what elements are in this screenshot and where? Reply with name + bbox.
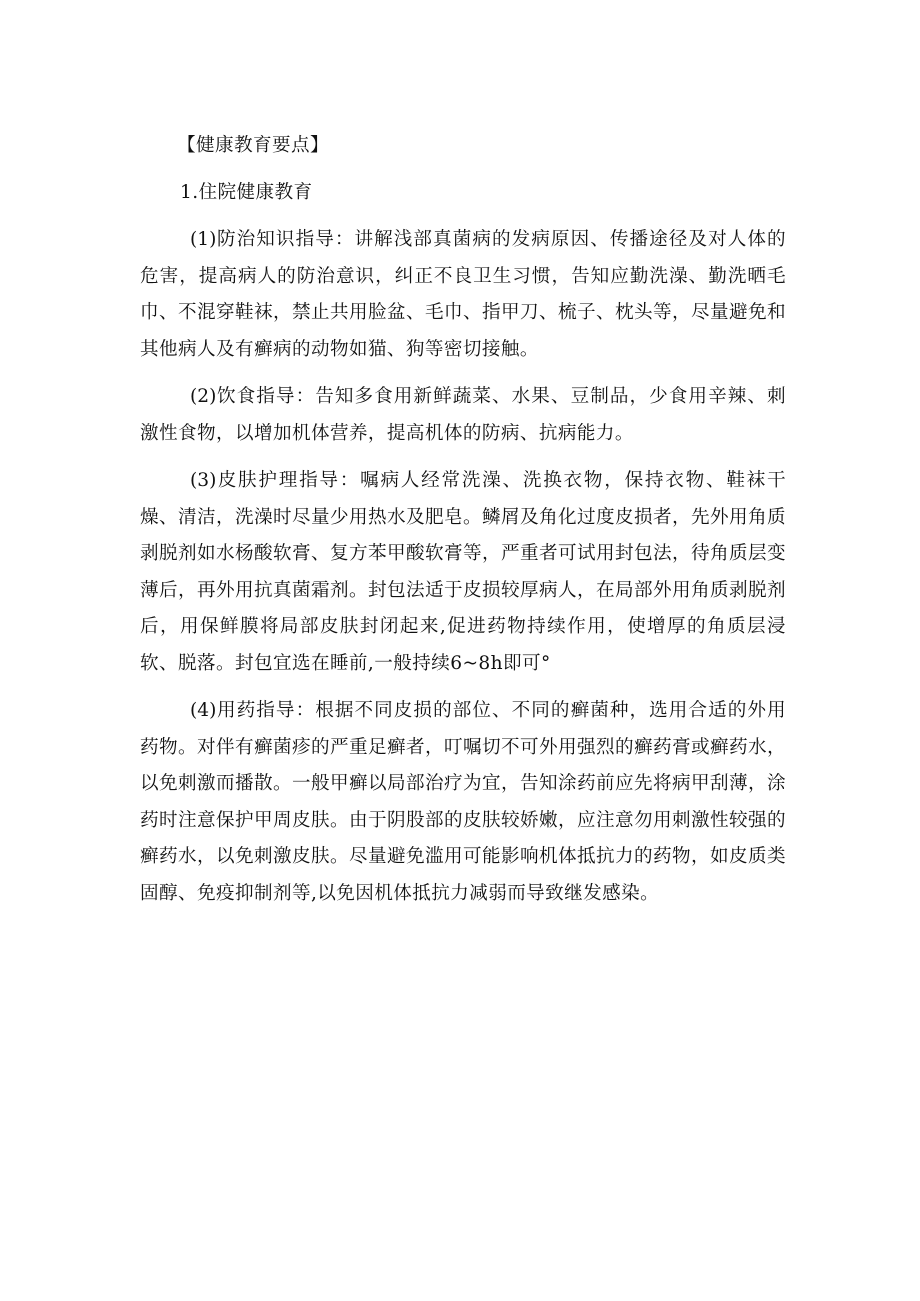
paragraph-number: (2) bbox=[190, 386, 217, 407]
paragraph-text: 皮肤护理指导：嘱病人经常洗澡、洗换衣物，保持衣物、鞋袜干燥、清洁，洗澡时尽量少用热水及肥皂。鳞屑及角化过度皮损者，先外用角质剥脱剂如水杨酸软膏、复方苯甲酸软膏等，严重者可试用封包法，待角质层变薄后，再外用抗真菌霜剂。封包法适于皮损较厚病人，在局部外用角质剥脱剂后，用保鲜膜将局部皮肤封闭起来,促进药物持续作用，使增厚的角质层浸软、脱落。封包宜选在睡前,一般持续6~8h即可° bbox=[140, 470, 786, 674]
paragraph-text: 饮食指导：告知多食用新鲜蔬菜、水果、豆制品，少食用辛辣、刺激性食物，以增加机体营养，提高机体的防病、抗病能力。 bbox=[140, 386, 786, 444]
paragraph-number: (3) bbox=[190, 470, 217, 491]
paragraph-text: 防治知识指导：讲解浅部真菌病的发病原因、传播途径及对人体的危害，提高病人的防治意识，纠正不良卫生习惯，告知应勤洗澡、勤洗晒毛巾、不混穿鞋袜，禁止共用脸盆、毛巾、指甲刀、梳子、枕头等，尽量避免和其他病人及有癣病的动物如猫、狗等密切接触。 bbox=[140, 229, 786, 360]
paragraph-skin-care-guidance bbox=[140, 463, 786, 682]
paragraph-number: (1) bbox=[190, 229, 217, 250]
document-body bbox=[140, 128, 786, 912]
paragraph-number: (4) bbox=[190, 700, 217, 721]
paragraph-medication-guidance bbox=[140, 693, 786, 912]
paragraph-prevention-guidance bbox=[140, 222, 786, 368]
paragraph-diet-guidance bbox=[140, 379, 786, 452]
subsection-title: 1.住院健康教育 bbox=[180, 181, 313, 203]
paragraph-text: 用药指导：根据不同皮损的部位、不同的癣菌种，选用合适的外用药物。对伴有癣菌疹的严重足癣者，叮嘱切不可外用强烈的癣药膏或癣药水，以免刺激而播散。一般甲癣以局部治疗为宜，告知涂药前应先将病甲刮薄，涂药时注意保护甲周皮肤。由于阴股部的皮肤较娇嫩，应注意勿用刺激性较强的癣药水，以免刺激皮肤。尽量避免滥用可能影响机体抵抗力的药物，如皮质类固醇、免疫抑制剂等,以免因机体抵抗力减弱而导致继发感染。 bbox=[140, 700, 786, 904]
section-heading: 【健康教育要点】 bbox=[177, 135, 329, 156]
